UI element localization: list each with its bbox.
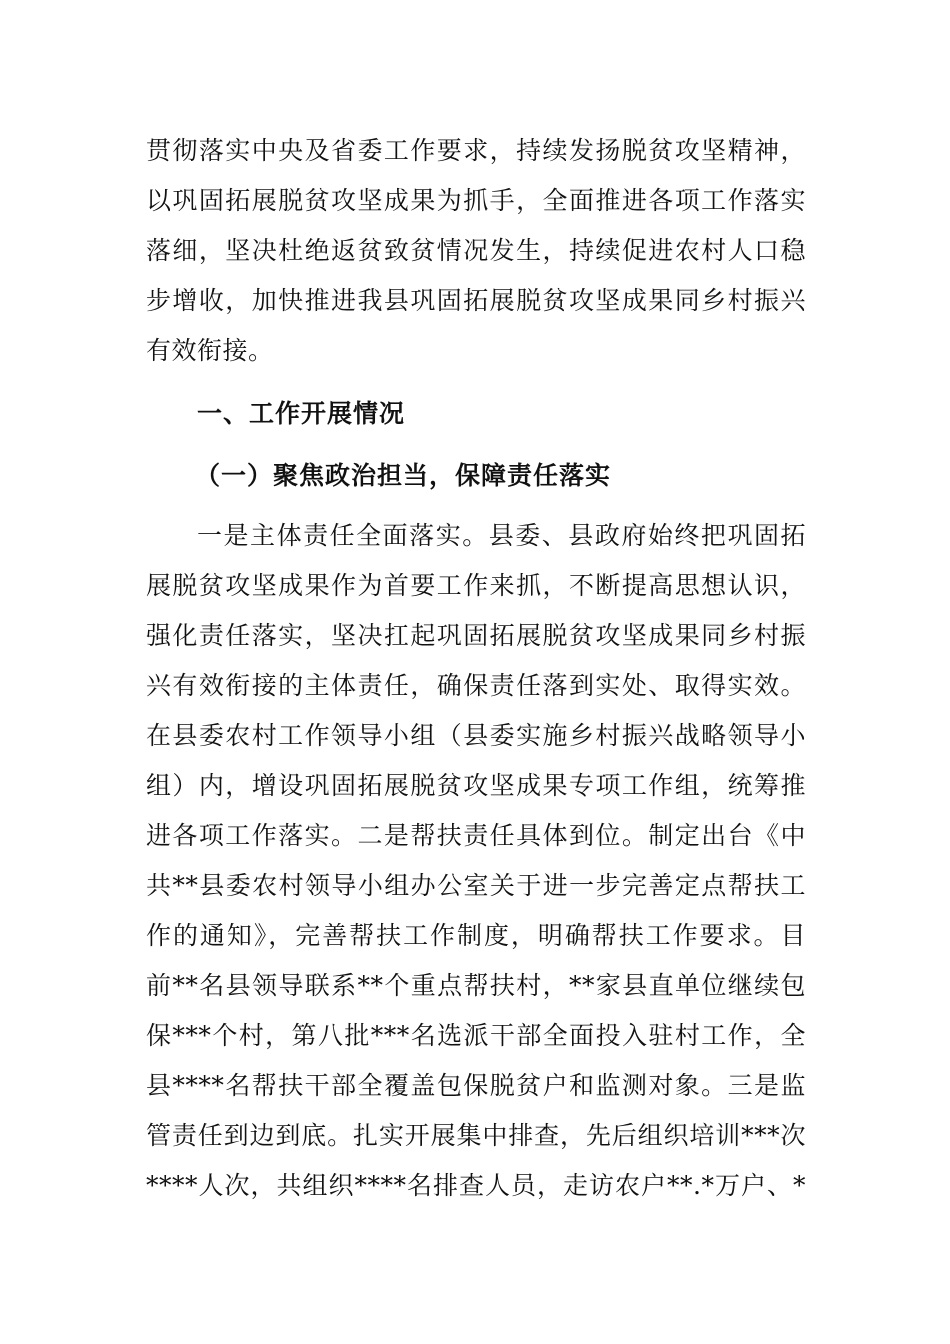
body-line-5: 在县委农村工作领导小组（县委实施乡村振兴战略领导小 (146, 721, 806, 750)
body-line-12: 县****名帮扶干部全覆盖包保脱贫户和监测对象。三是监 (146, 1071, 806, 1100)
body-line-3: 强化责任落实，坚决扛起巩固拓展脱贫攻坚成果同乡村振 (146, 621, 806, 650)
body-line-8: 共**县委农村领导小组办公室关于进一步完善定点帮扶工 (146, 871, 806, 900)
body-line-1: 一是主体责任全面落实。县委、县政府始终把巩固拓 (197, 521, 806, 550)
body-line-11: 保***个村，第八批***名选派干部全面投入驻村工作，全 (146, 1021, 806, 1050)
intro-line-5: 有效衔接。 (146, 336, 274, 365)
body-line-14: ****人次，共组织****名排查人员，走访农户**.*万户、* (146, 1171, 806, 1200)
body-line-13: 管责任到边到底。扎实开展集中排查，先后组织培训***次 (146, 1121, 806, 1150)
body-line-6: 组）内，增设巩固拓展脱贫攻坚成果专项工作组，统筹推 (146, 771, 806, 800)
intro-line-1: 贯彻落实中央及省委工作要求，持续发扬脱贫攻坚精神， (146, 136, 806, 165)
body-line-7: 进各项工作落实。二是帮扶责任具体到位。制定出台《中 (146, 821, 806, 850)
intro-line-3: 落细，坚决杜绝返贫致贫情况发生，持续促进农村人口稳 (146, 236, 806, 265)
intro-line-2: 以巩固拓展脱贫攻坚成果为抓手，全面推进各项工作落实 (146, 186, 806, 215)
body-line-2: 展脱贫攻坚成果作为首要工作来抓，不断提高思想认识， (146, 571, 806, 600)
body-line-4: 兴有效衔接的主体责任，确保责任落到实处、取得实效。 (146, 671, 806, 700)
intro-line-4: 步增收，加快推进我县巩固拓展脱贫攻坚成果同乡村振兴 (146, 286, 806, 315)
section-heading: 一、工作开展情况 (197, 399, 406, 428)
body-line-10: 前**名县领导联系**个重点帮扶村，**家县直单位继续包 (146, 971, 806, 1000)
body-line-9: 作的通知》，完善帮扶工作制度，明确帮扶工作要求。目 (146, 921, 806, 950)
subsection-heading: （一）聚焦政治担当，保障责任落实 (195, 461, 612, 490)
